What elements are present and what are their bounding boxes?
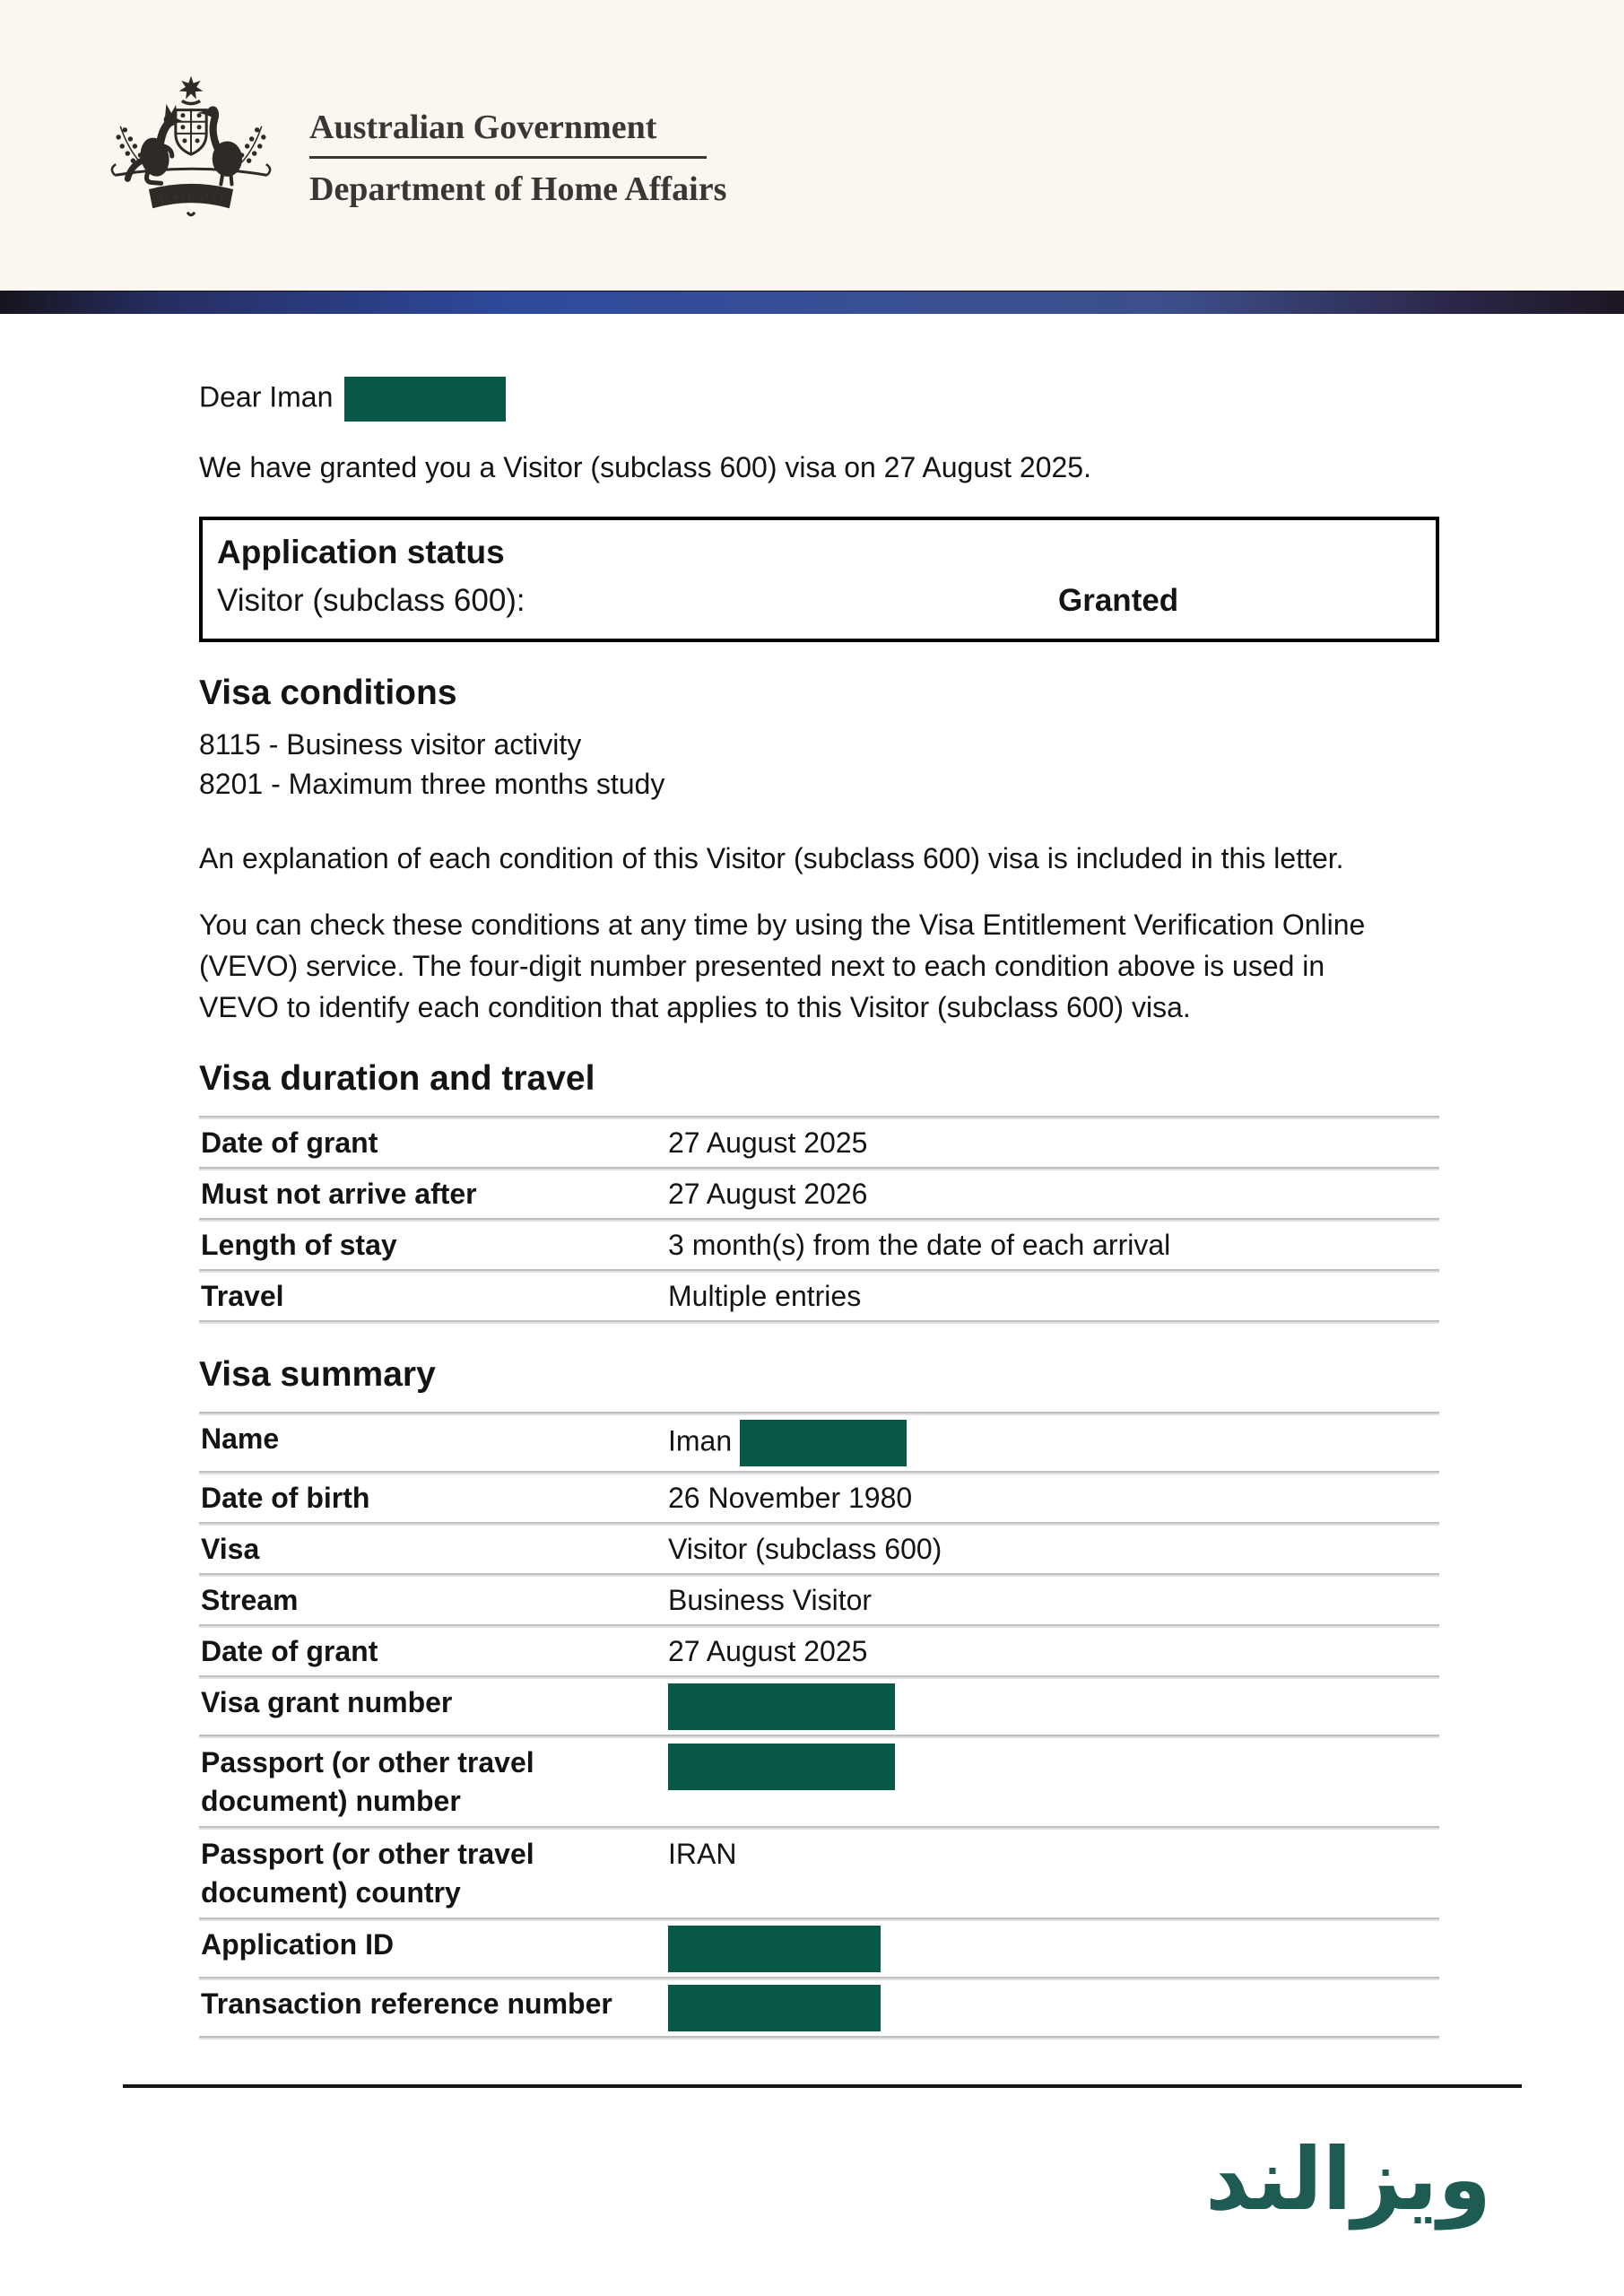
- table-row: Must not arrive after 27 August 2026: [201, 1178, 868, 1210]
- visa-subclass-label: Visitor (subclass 600):: [217, 583, 525, 618]
- table-row: Visa Visitor (subclass 600): [201, 1533, 942, 1565]
- vevo-paragraph: You can check these conditions at any time by using the Visa Entitlement Verification Online (VEVO) service. The four-digit number presented next to each condition above is used in VEVO to identify each condition that applies to this Visitor (subclass 600) visa.: [199, 909, 1366, 1023]
- redacted-application-id: [668, 1926, 881, 1972]
- visa-summary-table: [199, 1412, 1439, 2039]
- grant-intro: We have granted you a Visitor (subclass 600) visa on 27 August 2025.: [199, 451, 1091, 483]
- table-row: Visa grant number: [199, 1679, 1439, 1735]
- table-row: Travel Multiple entries: [201, 1280, 862, 1312]
- letterhead: [0, 0, 1624, 291]
- footer-rule: [123, 2084, 1522, 2088]
- visa-conditions-heading: Visa conditions: [199, 674, 457, 712]
- condition-8115: 8115 - Business visitor activity: [199, 728, 582, 761]
- table-row: Application ID: [199, 1921, 1439, 1977]
- agency-divider: [309, 156, 707, 159]
- redacted-name-value: [740, 1420, 907, 1466]
- redacted-visa-grant-number: [668, 1683, 895, 1730]
- table-divider: [199, 1320, 1439, 1324]
- table-row: Stream Business Visitor: [201, 1584, 873, 1616]
- visa-summary-heading: Visa summary: [199, 1355, 436, 1394]
- visa-duration-table: [199, 1116, 1439, 1324]
- conditions-explanation: An explanation of each condition of this Visitor (subclass 600) visa is included in this letter.: [199, 842, 1344, 874]
- letter-body: [0, 377, 1624, 2039]
- name-first: Iman: [668, 1424, 733, 1457]
- application-status-row: [217, 579, 1421, 622]
- table-row: Passport (or other travel document) country IRAN: [201, 1838, 737, 1909]
- visa-duration-heading: Visa duration and travel: [199, 1059, 595, 1098]
- table-row: Date of birth 26 November 1980: [201, 1482, 913, 1514]
- department-title: Department of Home Affairs: [309, 170, 727, 208]
- agency-titles: [309, 108, 726, 209]
- application-status-title: Application status: [217, 534, 505, 570]
- banner-text: AUSTRALIA: [156, 192, 226, 204]
- table-row: Passport (or other travel document) number: [199, 1738, 1439, 1826]
- table-row: Name Iman: [199, 1415, 1439, 1471]
- table-row: Date of grant 27 August 2025: [201, 1635, 868, 1667]
- table-row: Transaction reference number: [199, 1980, 1439, 2036]
- table-row: Length of stay 3 month(s) from the date of each arrival: [201, 1229, 1171, 1261]
- redacted-passport-number: [668, 1744, 895, 1790]
- visa-conditions-list: [199, 725, 1439, 804]
- australia-banner: [150, 184, 233, 214]
- australian-coat-of-arms-icon: [100, 74, 282, 219]
- redacted-surname: [344, 377, 506, 422]
- redacted-transaction-reference: [668, 1985, 881, 2031]
- salutation-text: Dear Iman: [199, 380, 334, 413]
- government-title: Australian Government: [309, 109, 657, 146]
- table-divider: [199, 2036, 1439, 2039]
- table-row: Date of grant 27 August 2025: [201, 1126, 868, 1159]
- visaland-logo: ويزالند: [1204, 2129, 1491, 2230]
- salutation-line: [199, 377, 1439, 422]
- commonwealth-star-icon: [180, 77, 202, 98]
- condition-8201: 8201 - Maximum three months study: [199, 768, 665, 800]
- header-accent-bar: [0, 291, 1624, 314]
- application-status-box: [199, 517, 1439, 642]
- status-granted-value: Granted: [1058, 583, 1179, 618]
